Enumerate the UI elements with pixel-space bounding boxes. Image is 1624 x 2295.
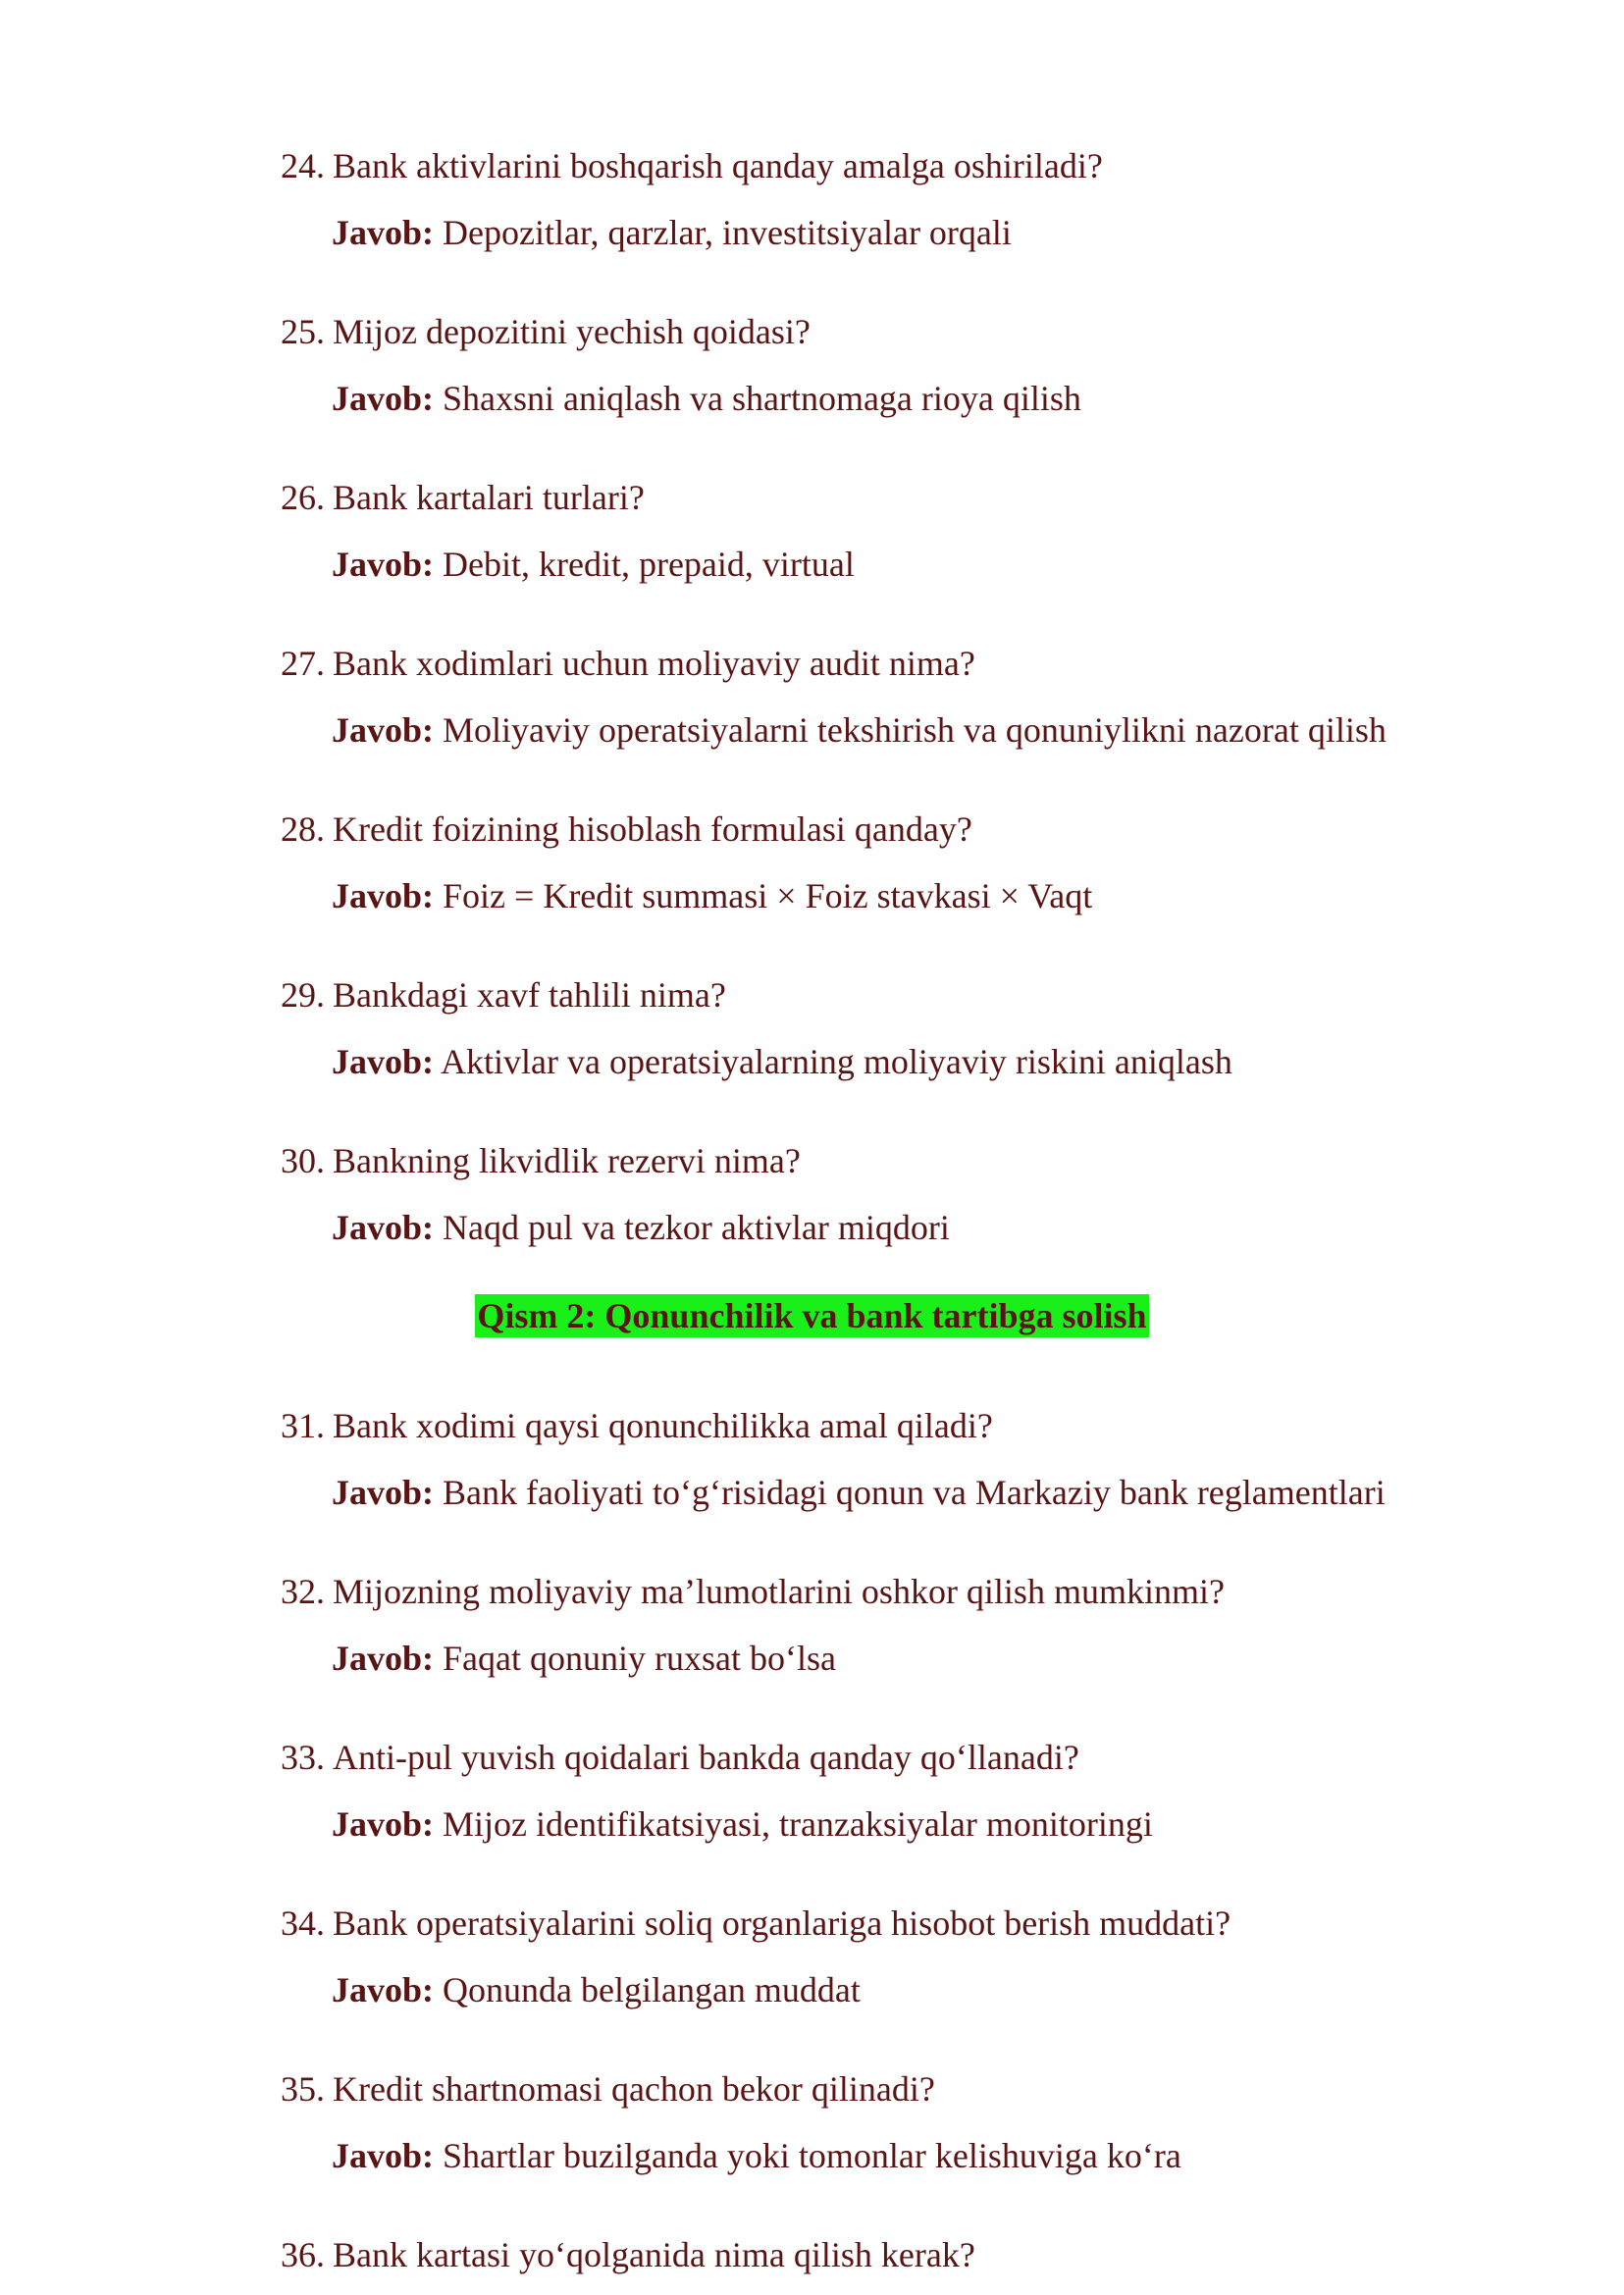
question-text: Bank operatsiyalarini soliq organlariga hisobot berish muddati? (333, 1904, 1231, 1943)
answer-text: Shartlar buzilganda yoki tomonlar kelishuviga ko‘ra (443, 2136, 1181, 2175)
answer (332, 1638, 836, 1679)
answer-text: Depozitlar, qarzlar, investitsiyalar orqali (443, 213, 1012, 252)
question (281, 2234, 975, 2275)
section-heading-text: Qism 2: Qonunchilik va bank tartibga solish (477, 1296, 1147, 1335)
question-text: Bank xodimlari uchun moliyaviy audit nima? (333, 644, 975, 683)
answer-text: Foiz = Kredit summasi × Foiz stavkasi × Vaqt (443, 876, 1093, 915)
question-text: Kredit shartnomasi qachon bekor qilinadi? (333, 2069, 935, 2109)
question-text: Bank kartalari turlari? (333, 478, 645, 517)
answer-label: Javob: (332, 2136, 435, 2175)
question-number: 33. (281, 1738, 325, 1777)
question-number: 30. (281, 1141, 325, 1180)
answer (332, 875, 1092, 916)
question-number: 31. (281, 1406, 325, 1445)
answer-text: Mijoz identifikatsiyasi, tranzaksiyalar monitoringi (443, 1804, 1153, 1844)
answer-label: Javob: (332, 1208, 435, 1247)
section-heading (0, 1295, 1624, 1336)
answer (332, 1041, 1232, 1082)
question (281, 1140, 801, 1181)
question (281, 1405, 993, 1446)
question-text: Bank kartasi yo‘qolganida nima qilish kerak? (333, 2235, 975, 2274)
question-text: Mijozning moliyaviy ma’lumotlarini oshkor qilish mumkinmi? (333, 1572, 1225, 1611)
answer-text: Moliyaviy operatsiyalarni tekshirish va qonuniylikni nazorat qilish (443, 710, 1387, 750)
question-number: 35. (281, 2069, 325, 2109)
answer-text: Shaxsni aniqlash va shartnomaga rioya qilish (443, 379, 1081, 418)
question (281, 477, 645, 518)
answer (332, 1969, 861, 2010)
answer (332, 1472, 1386, 1513)
question (281, 311, 811, 352)
question-text: Kredit foizining hisoblash formulasi qanday? (333, 809, 972, 849)
answer-label: Javob: (332, 1473, 435, 1512)
question (281, 1737, 1079, 1778)
answer (332, 544, 855, 585)
question (281, 1903, 1231, 1944)
answer-label: Javob: (332, 379, 435, 418)
answer-text: Faqat qonuniy ruxsat bo‘lsa (443, 1639, 836, 1678)
answer-label: Javob: (332, 876, 435, 915)
question (281, 145, 1103, 186)
question-number: 27. (281, 644, 325, 683)
question-text: Bank aktivlarini boshqarish qanday amalga oshiriladi? (333, 146, 1103, 185)
answer-text: Aktivlar va operatsiyalarning moliyaviy riskini aniqlash (441, 1042, 1232, 1081)
question (281, 643, 975, 684)
question (281, 808, 972, 850)
question (281, 2068, 935, 2110)
question-text: Mijoz depozitini yechish qoidasi? (333, 312, 811, 351)
question-number: 24. (281, 146, 325, 185)
answer-text: Debit, kredit, prepaid, virtual (443, 545, 855, 584)
question-number: 29. (281, 975, 325, 1015)
answer-label: Javob: (332, 1970, 435, 2009)
answer-text: Bank faoliyati to‘g‘risidagi qonun va Markaziy bank reglamentlari (443, 1473, 1386, 1512)
question-text: Bankning likvidlik rezervi nima? (333, 1141, 801, 1180)
question-number: 25. (281, 312, 325, 351)
question (281, 974, 726, 1016)
answer (332, 2135, 1181, 2176)
answer (332, 709, 1387, 751)
question-number: 26. (281, 478, 325, 517)
question-number: 28. (281, 809, 325, 849)
answer (332, 1207, 950, 1248)
answer-label: Javob: (332, 1639, 435, 1678)
question (281, 1571, 1225, 1612)
answer-text: Qonunda belgilangan muddat (443, 1970, 861, 2009)
answer-label: Javob: (332, 1042, 435, 1081)
question-number: 32. (281, 1572, 325, 1611)
question-text: Anti-pul yuvish qoidalari bankda qanday qo‘llanadi? (333, 1738, 1079, 1777)
question-text: Bank xodimi qaysi qonunchilikka amal qiladi? (333, 1406, 993, 1445)
answer (332, 378, 1081, 419)
answer-label: Javob: (332, 1804, 435, 1844)
answer (332, 1803, 1153, 1845)
answer-label: Javob: (332, 545, 435, 584)
question-text: Bankdagi xavf tahlili nima? (333, 975, 726, 1015)
question-number: 34. (281, 1904, 325, 1943)
answer-label: Javob: (332, 213, 435, 252)
answer-label: Javob: (332, 710, 435, 750)
question-number: 36. (281, 2235, 325, 2274)
answer (332, 212, 1012, 253)
answer-text: Naqd pul va tezkor aktivlar miqdori (443, 1208, 950, 1247)
